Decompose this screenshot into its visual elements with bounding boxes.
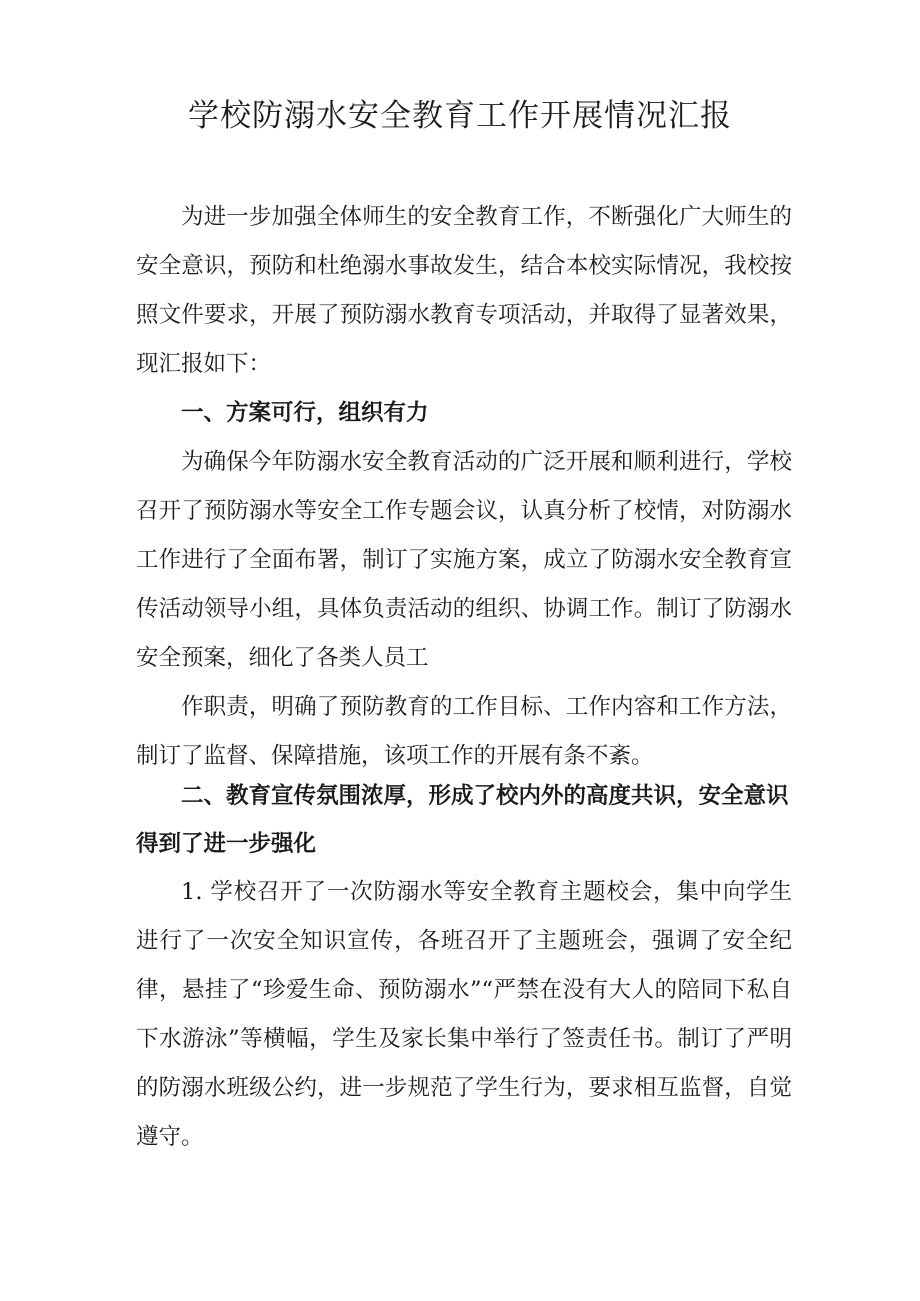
section-1-body — [136, 438, 792, 683]
section-1-body-continued — [136, 683, 792, 781]
document-title: 学校防溺水安全教育工作开展情况汇报 — [188, 98, 732, 134]
section-1-paragraph-1: 为确保今年防溺水安全教育活动的广泛开展和顺利进行，学校召开了预防溺水等安全工作专题会议，认真分析了校情，对防溺水工作进行了全面布署，制订了实施方案，成立了防溺水安全教育宣传活动领导小组，具体负责活动的组织、协调工作。制订了防溺水安全预案，细化了各类人员工 — [136, 449, 792, 671]
section-2 — [136, 772, 792, 868]
section-1-heading: 一、方案可行，组织有力 — [181, 400, 429, 426]
section-1-paragraph-2: 作职责，明确了预防教育的工作目标、工作内容和工作方法，制订了监督、保障措施，该项工作的开展有条不紊。 — [136, 694, 792, 769]
intro-paragraph: 为进一步加强全体师生的安全教育工作，不断强化广大师生的安全意识，预防和杜绝溺水事故发生，结合本校实际情况，我校按照文件要求，开展了预防溺水教育专项活动，并取得了显著效果，现汇报如下： — [136, 204, 792, 377]
intro-block — [136, 193, 792, 389]
section-1 — [136, 389, 792, 438]
section-2-body — [136, 868, 792, 1162]
section-2-heading: 二、教育宣传氛围浓厚，形成了校内外的高度共识，安全意识得到了进一步强化 — [136, 783, 789, 857]
section-2-paragraph-1: 1. 学校召开了一次防溺水等安全教育主题校会，集中向学生进行了一次安全知识宣传，各班召开了主题班会，强调了安全纪律，悬挂了“珍爱生命、预防溺水”“严禁在没有大人的陪同下私自下水游泳”等横幅，学生及家长集中举行了签责任书。制订了严明的防溺水班级公约，进一步规范了学生行为，要求相互监督，自觉遵守。 — [136, 879, 792, 1150]
